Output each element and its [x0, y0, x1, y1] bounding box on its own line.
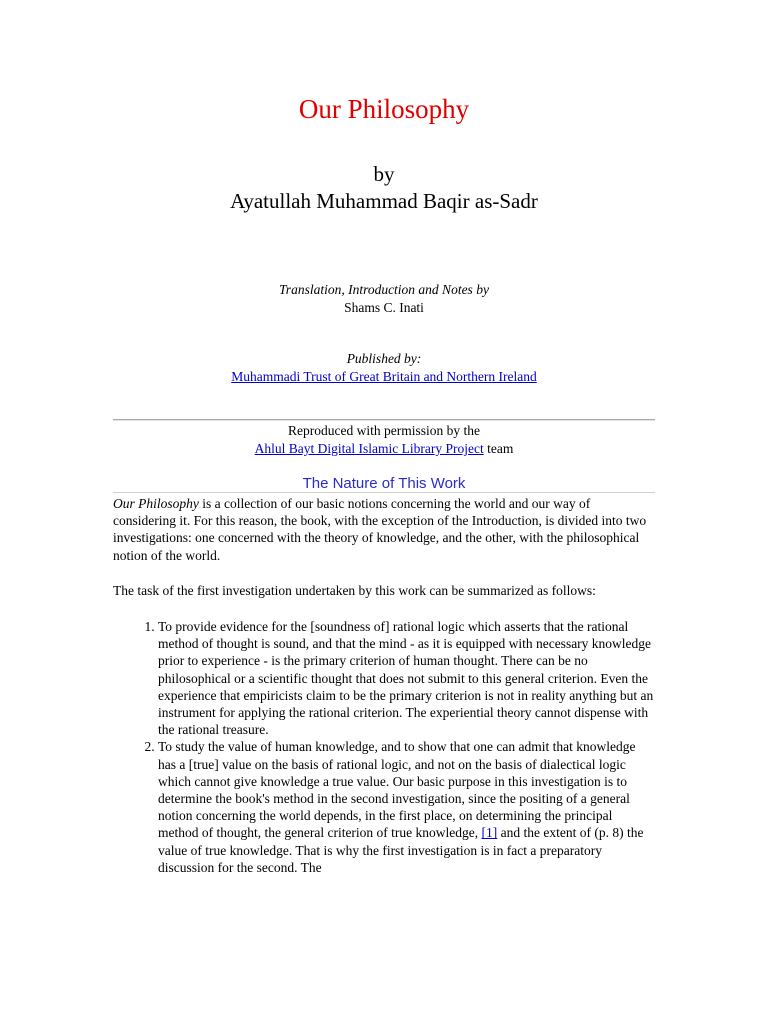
task-paragraph: The task of the first investigation undertaken by this work can be summarized as follows: [113, 583, 596, 598]
list-item-text-continued: and the extent of (p. 8) the value of true knowledge. That is why the first investigation is in fact a preparatory discussion for the second. The [158, 825, 644, 875]
reproduction-suffix: team [483, 441, 514, 456]
reproduction-credit [113, 440, 655, 458]
published-by-label: Published by: [346, 351, 422, 366]
translator-name: Shams C. Inati [344, 300, 424, 315]
list-item-text: To study the value of human knowledge, and to show that one can admit that knowledge has a [true] value on the basis of rational logic, and not on the basis of dialectical logic which cannot give knowledge a true value. Our basic purpose in this investigation is to determine the book's method in the second investigation, since the positing of a general notion concerning the world depends, in the first place, on determining the principal method of thought, the general criterion of true knowledge, [158, 739, 636, 841]
translator-credit-label: Translation, Introduction and Notes by [279, 282, 489, 297]
author-name: Ayatullah Muhammad Baqir as-Sadr [230, 189, 538, 213]
section-heading: The Nature of This Work [302, 475, 466, 492]
publisher-line [113, 368, 655, 386]
section-divider [113, 492, 655, 493]
book-title-italic: Our Philosophy [113, 496, 199, 511]
list-item [158, 618, 655, 738]
intro-text: is a collection of our basic notions concerning the world and our way of considering it. For this reason, the book, with the exception of the Introduction, is divided into two investigations: one concerned with the theory of knowledge, and the other, with the philosophical notion of the world. [113, 496, 647, 563]
list-item [158, 738, 655, 876]
page-title: Our Philosophy [298, 94, 470, 124]
list-item-text: To provide evidence for the [soundness of] rational logic which asserts that the rational method of thought is sound, and that the mind - as it is equipped with necessary knowledge prior to experience - is the primary criterion of human thought. There can be no philosophical or a scientific thought that does not submit to this general criterion. Even the experience that empiricists claim to be the primary criterion is not in reality anything but an instrument for applying the rational criterion. The experiential theory cannot dispense with the rational treasure. [158, 619, 654, 738]
publisher-link[interactable]: Muhammadi Trust of Great Britain and Northern Ireland [231, 369, 537, 384]
task-list [113, 618, 655, 876]
footnote-link[interactable]: [1] [481, 825, 498, 841]
library-project-link[interactable]: Ahlul Bayt Digital Islamic Library Project [254, 441, 484, 456]
by-line: by [373, 162, 395, 186]
intro-paragraph [113, 495, 655, 564]
horizontal-divider [113, 419, 655, 421]
reproduction-notice: Reproduced with permission by the [288, 423, 480, 438]
